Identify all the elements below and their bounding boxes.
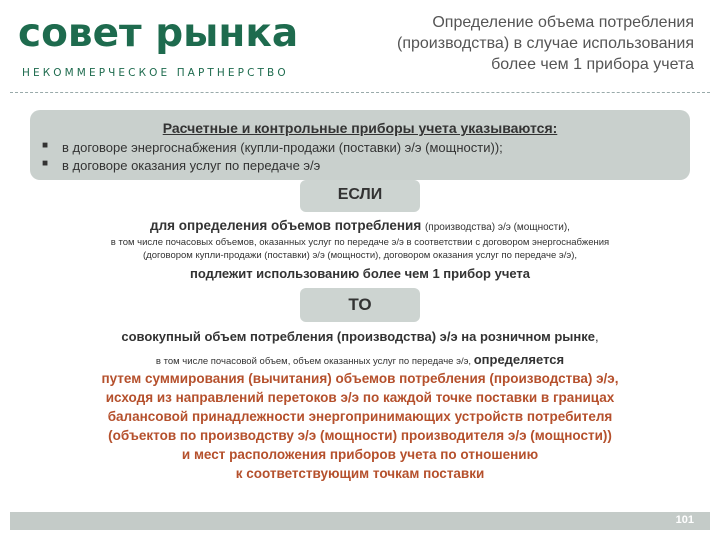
- box-heading: Расчетные и контрольные приборы учета указываются:: [162, 120, 558, 136]
- then-label: ТО: [348, 295, 372, 314]
- bullet-square-icon: ■: [42, 158, 49, 169]
- result-method-line: и мест расположения приборов учета по отношению: [181, 447, 539, 462]
- condition-detail: [0, 236, 720, 262]
- result-detail: [0, 352, 720, 367]
- condition-detail-line: в том числе почасовых объемов, оказанных услуг по передаче э/э в соответствии с договором энергоснабжения: [110, 237, 610, 248]
- if-label: ЕСЛИ: [337, 186, 383, 203]
- result-detail-bold: определяется: [473, 352, 565, 367]
- result-method: [0, 369, 720, 483]
- slide-title-line: (производства) в случае использования: [397, 35, 694, 52]
- logo-subtitle: НЕКОММЕРЧЕСКОЕ ПАРТНЕРСТВО: [22, 67, 289, 79]
- list-item: [42, 158, 320, 173]
- result-detail-text: в том числе почасовой объем, объем оказанных услуг по передаче э/э,: [155, 356, 472, 367]
- result-method-line: балансовой принадлежности энергопринимающих устройств потребителя: [107, 409, 613, 424]
- result-main-tail: ,: [595, 329, 599, 344]
- bullet-square-icon: ■: [42, 140, 49, 151]
- result-method-line: к соответствующим точкам поставки: [235, 466, 485, 481]
- slide-title-line: более чем 1 прибора учета: [491, 56, 694, 73]
- logo-title: совет рынка: [18, 11, 299, 56]
- header-divider: [10, 92, 710, 93]
- condition-requirement: подлежит использованию более чем 1 прибор учета: [189, 266, 531, 281]
- footer-bar: [10, 512, 710, 530]
- metering-devices-box: [30, 110, 690, 180]
- slide-title-line: Определение объема потребления: [432, 14, 694, 31]
- condition-detail-line: (договором купли-продажи (поставки) э/э (мощности), договором оказания услуг по передаче э/э),: [142, 250, 578, 261]
- if-label-box: [300, 180, 420, 212]
- then-label-box: [300, 288, 420, 322]
- page-number: 101: [675, 514, 694, 526]
- result-main: [0, 329, 720, 344]
- list-item-text: в договоре оказания услуг по передаче э/э: [62, 158, 321, 173]
- condition-small-text: (производства) э/э (мощности),: [424, 222, 570, 233]
- result-main-text: совокупный объем потребления (производства) э/э на розничном рынке: [121, 329, 595, 344]
- condition-main: [0, 218, 720, 233]
- condition-main-text: для определения объемов потребления: [150, 218, 422, 233]
- slide-title: [274, 12, 694, 75]
- list-item: [42, 140, 503, 155]
- result-method-line: (объектов по производству э/э (мощности) производителя э/э (мощности)): [108, 428, 612, 443]
- result-method-line: исходя из направлений перетоков э/э по каждой точке поставки в границах: [105, 390, 615, 405]
- result-method-line: путем суммирования (вычитания) объемов потребления (производства) э/э,: [101, 371, 619, 386]
- list-item-text: в договоре энергоснабжения (купли-продажи (поставки) э/э (мощности));: [62, 140, 503, 155]
